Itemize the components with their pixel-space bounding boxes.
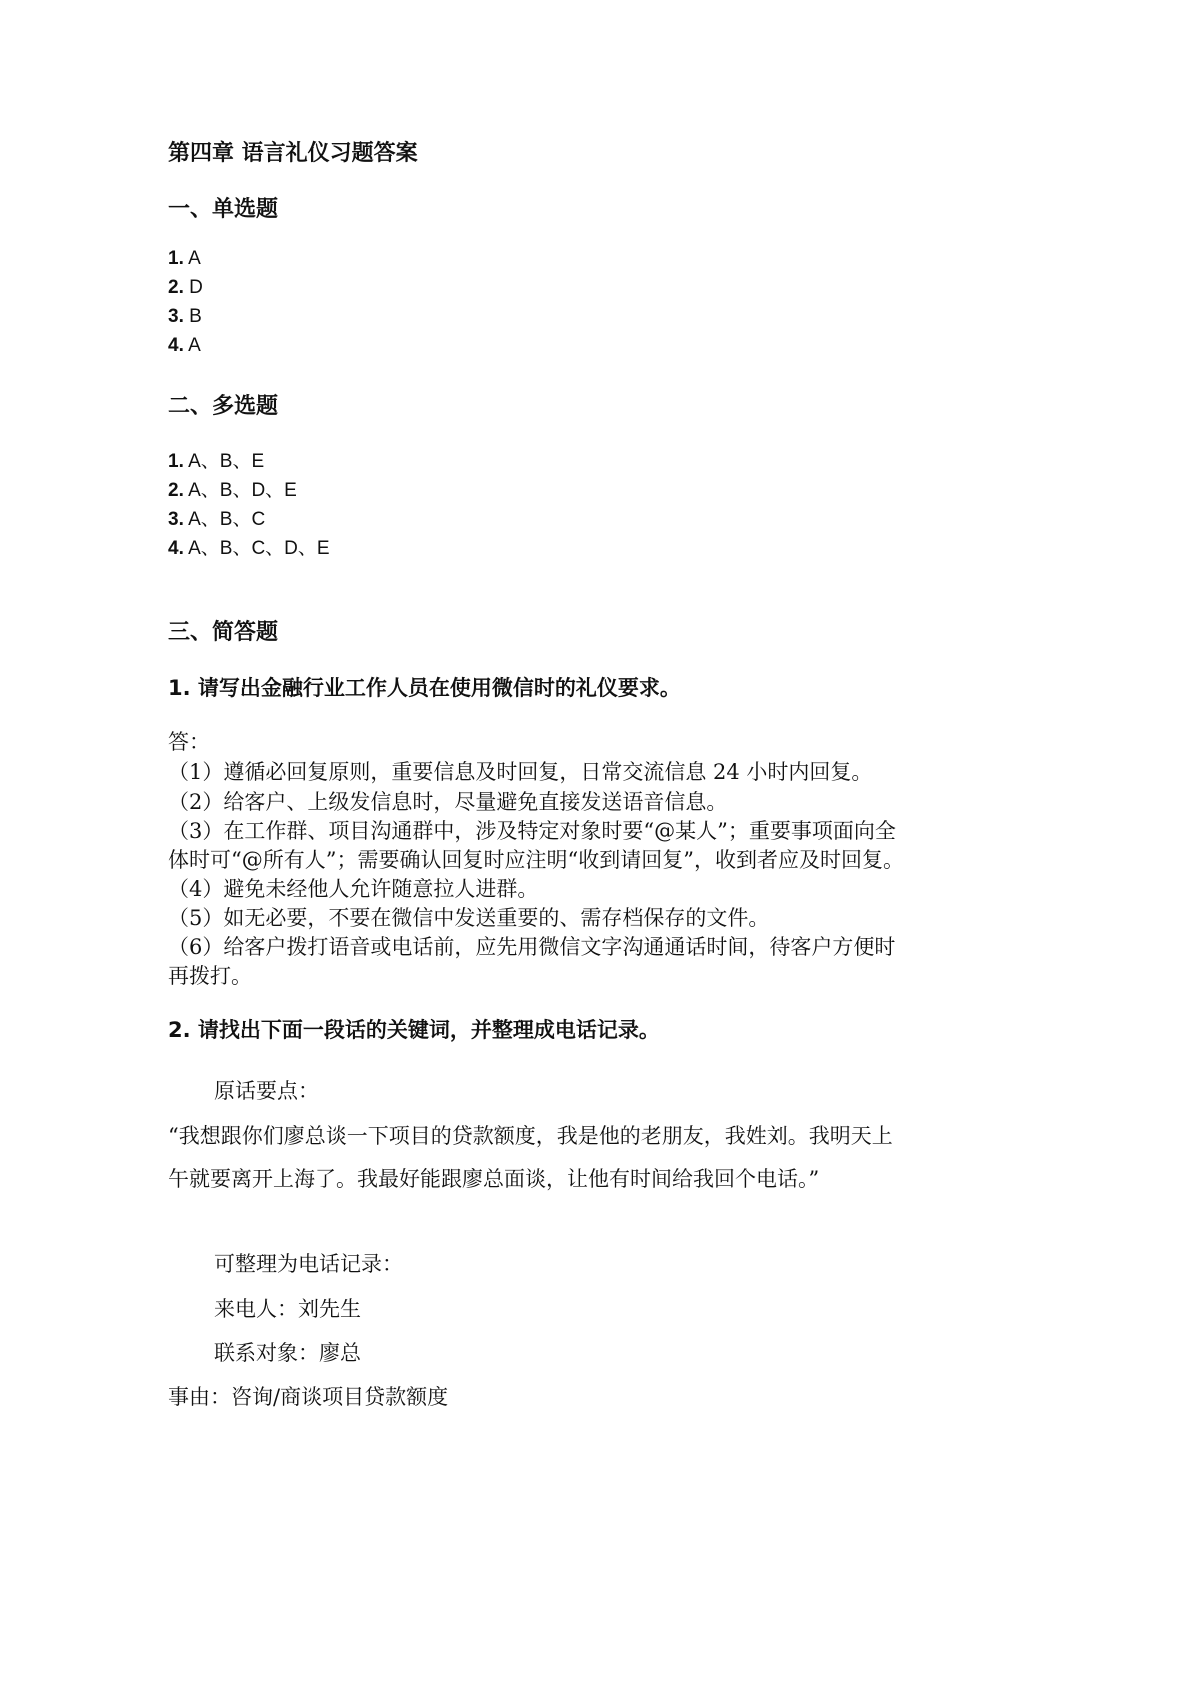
original-label: 原话要点： xyxy=(214,1079,319,1103)
answer-label: 答： xyxy=(168,730,210,754)
answer-line: （4）避免未经他人允许随意拉人进群。 xyxy=(168,877,539,901)
question-2: 2. 请找出下面一段话的关键词，并整理成电话记录。 xyxy=(168,1018,660,1042)
answer-line: （3）在工作群、项目沟通群中，涉及特定对象时要“@某人”；重要事项面向全 xyxy=(168,819,896,843)
question-1: 1. 请写出金融行业工作人员在使用微信时的礼仪要求。 xyxy=(168,676,681,700)
answer-line: （1）遵循必回复原则，重要信息及时回复，日常交流信息 24 小时内回复。 xyxy=(168,760,873,784)
answer-item: 2. D xyxy=(168,277,203,298)
record-contact: 联系对象：廖总 xyxy=(214,1341,361,1365)
answer-item: 1. A xyxy=(168,248,201,269)
section1-heading: 一、单选题 xyxy=(168,197,279,222)
answer-item: 4. A、B、C、D、E xyxy=(168,538,330,559)
answer-line: （2）给客户、上级发信息时，尽量避免直接发送语音信息。 xyxy=(168,790,728,814)
quote-line: “我想跟你们廖总谈一下项目的贷款额度，我是他的老朋友，我姓刘。我明天上 xyxy=(168,1124,893,1148)
answer-line: 体时可“@所有人”；需要确认回复时应注明“收到请回复”，收到者应及时回复。 xyxy=(168,848,904,872)
answer-item: 3. B xyxy=(168,306,202,327)
section3-heading: 三、简答题 xyxy=(168,620,279,645)
section2-heading: 二、多选题 xyxy=(168,394,279,419)
answer-item: 2. A、B、D、E xyxy=(168,480,297,501)
record-reason: 事由：咨询/商谈项目贷款额度 xyxy=(168,1385,449,1409)
answer-item: 1. A、B、E xyxy=(168,451,265,472)
answer-item: 4. A xyxy=(168,335,201,356)
answer-line: （5）如无必要，不要在微信中发送重要的、需存档保存的文件。 xyxy=(168,906,770,930)
record-caller: 来电人：刘先生 xyxy=(214,1297,361,1321)
page-title: 第四章 语言礼仪习题答案 xyxy=(168,141,418,166)
answer-line: （6）给客户拨打语音或电话前，应先用微信文字沟通通话时间，待客户方便时 xyxy=(168,935,896,959)
answer-line: 再拨打。 xyxy=(168,964,252,988)
quote-line: 午就要离开上海了。我最好能跟廖总面谈，让他有时间给我回个电话。” xyxy=(168,1167,820,1191)
record-label: 可整理为电话记录： xyxy=(214,1252,403,1276)
answer-item: 3. A、B、C xyxy=(168,509,266,530)
